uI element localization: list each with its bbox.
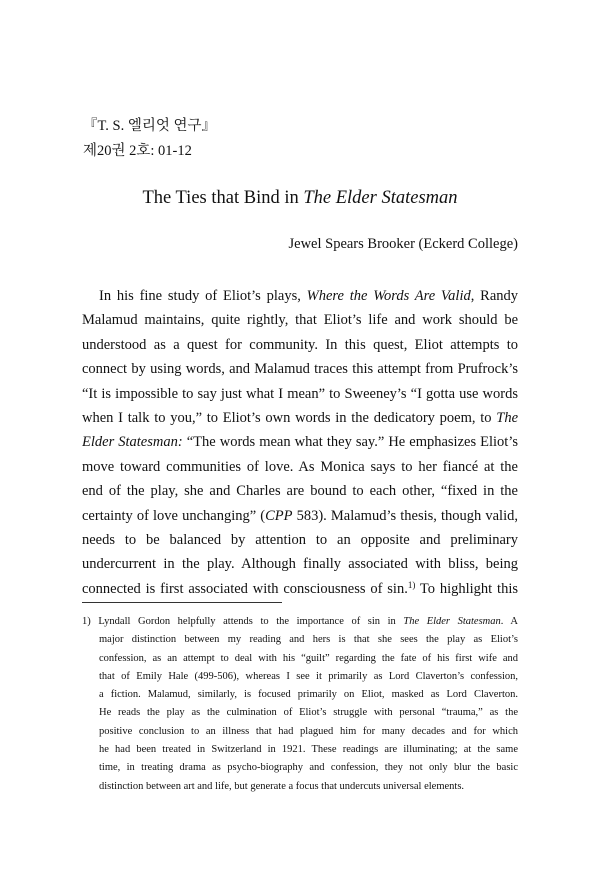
body-line: connect by using words, and Malamud traces this attempt from Prufrock’s <box>82 361 518 378</box>
body-line: end of the play, she and Charles are bound to each other, “fixed in the <box>82 483 518 500</box>
body-line: certainty of love unchanging” (CPP 583). Malamud’s thesis, though valid, <box>82 507 518 524</box>
journal-header <box>83 114 216 164</box>
body-line: move toward communities of love. As Monica says to her fiancé at the <box>82 458 518 475</box>
body-line: needs to be balanced by attention to an opposite and preliminary <box>82 531 518 548</box>
body-line: Malamud maintains, quite rightly, that Eliot’s life and work should be <box>82 312 518 329</box>
body-line: “It is impossible to say just what I mean” to Sweeney’s “I gotta use words <box>82 385 518 402</box>
footnote-line: He reads the play as the culmination of Eliot’s struggle with personal “trauma,” as the <box>99 707 518 719</box>
footnote-divider <box>82 602 282 603</box>
body-line: understood as a quest for community. In this quest, Eliot attempts to <box>82 336 518 353</box>
author-line: Jewel Spears Brooker (Eckerd College) <box>288 236 518 252</box>
footnote-line: positive conclusion to an illness that had plagued him for many decades and for which <box>99 725 518 737</box>
footnote-ref: 1) <box>407 579 416 590</box>
footnote-line: distinction between art and life, but generate a focus that undercuts universal elements. <box>99 780 465 792</box>
footnote-1 <box>82 613 518 796</box>
body-line: when I talk to you,” to Eliot’s own words in the dedicatory poem, to The <box>82 409 518 426</box>
footnote-line: a fiction. Malamud, similarly, is focused primarily on Eliot, masked as Lord Claverton. <box>99 689 518 701</box>
article-title <box>0 185 600 211</box>
footnote-line: he had been treated in Switzerland in 1921. These readings are illuminating; at the same <box>99 744 518 756</box>
footnote-line: 1) Lyndall Gordon helpfully attends to the importance of sin in The Elder Statesman. A <box>82 616 518 627</box>
footnote-line: that of Emily Hale (499-506), whereas I see it primarily as Lord Claverton’s confession, <box>99 670 518 682</box>
title-italic: The Elder Statesman <box>303 188 458 208</box>
body-line: connected is first associated with consciousness of sin.$^{1)}$ To highlight this <box>82 579 518 597</box>
title-prefix: The Ties that Bind in <box>142 188 304 208</box>
footnote-line: time, in treating drama as psycho-biography and confession, they not only blur the basic <box>99 762 518 774</box>
footnote-line: confession, as an attempt to deal with his “guilt” regarding the fate of his first wife and <box>99 652 518 664</box>
body-line: In his fine study of Eliot’s plays, Where the Words Are Valid, Randy <box>99 288 518 304</box>
body-line: undercurrent in the play. Although finally associated with bliss, being <box>82 556 518 573</box>
footnote-line: major distinction between my reading and hers is that she sees the play as Eliot’s <box>99 634 518 646</box>
volume-issue: 제20권 2호: 01-12 <box>83 143 192 159</box>
journal-name: 『T. S. 엘리엇 연구』 <box>83 118 217 134</box>
body-paragraph <box>82 284 518 601</box>
body-line: Elder Statesman: “The words mean what they say.” He emphasizes Eliot’s <box>82 434 518 451</box>
